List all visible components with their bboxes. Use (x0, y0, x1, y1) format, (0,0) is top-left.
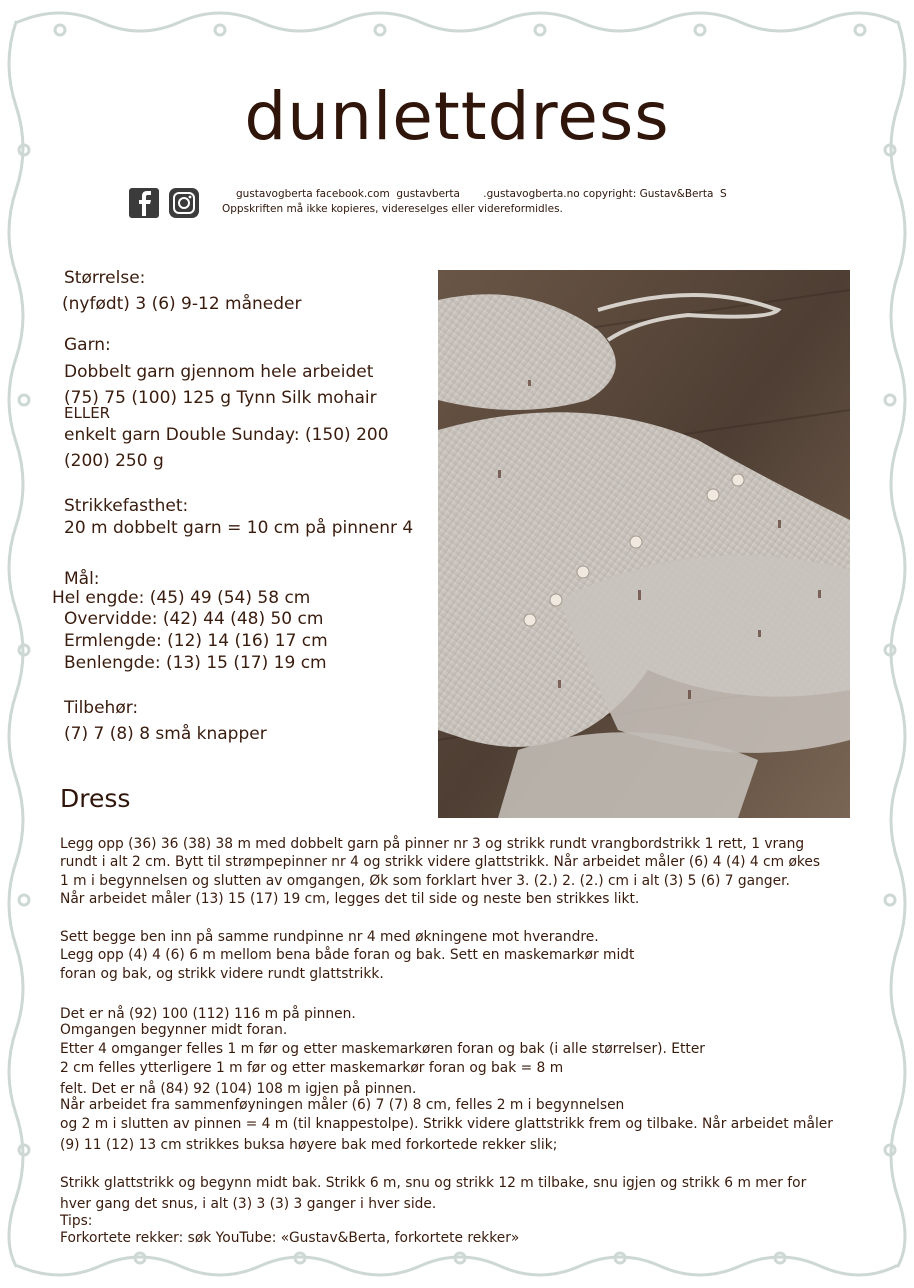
instruction-line: Omgangen begynner midt foran. (60, 1022, 288, 1038)
section-title: Dress (60, 784, 131, 813)
copyright-line: Oppskriften må ikke kopieres, videreselges eller videreformidles. (222, 203, 563, 215)
instagram-icon[interactable] (168, 186, 200, 220)
social-icons (128, 186, 200, 220)
yarn-label: Garn: (64, 335, 111, 355)
instruction-line: Legg opp (36) 36 (38) 38 m med dobbelt garn på pinner nr 3 og strikk rundt vrangbordstrikk 1 rett, 1 vrang (60, 836, 805, 852)
accessories-value: (7) 7 (8) 8 små knapper (64, 724, 267, 744)
yarn-line: (75) 75 (100) 125 g Tynn Silk mohair (64, 388, 377, 408)
yarn-line: Dobbelt garn gjennom hele arbeidet (64, 362, 374, 382)
measurement-line: Overvidde: (42) 44 (48) 50 cm (64, 609, 324, 629)
size-value: (nyfødt) 3 (6) 9-12 måneder (62, 294, 302, 314)
instruction-line: Legg opp (4) 4 (6) 6 m mellom bena både foran og bak. Sett en maskemarkør midt (60, 947, 635, 963)
instruction-line: hver gang det snus, i alt (3) 3 (3) 3 ganger i hver side. (60, 1196, 437, 1212)
instruction-line: felt. Det er nå (84) 92 (104) 108 m igjen på pinnen. (60, 1081, 417, 1097)
instruction-line: 2 cm felles ytterligere 1 m før og etter maskemarkør foran og bak = 8 m (60, 1060, 564, 1076)
yarn-line: (200) 250 g (64, 451, 164, 471)
instruction-line: Når arbeidet fra sammenføyningen måler (6) 7 (7) 8 cm, felles 2 m i begynnelsen (60, 1097, 625, 1113)
accessories-label: Tilbehør: (64, 698, 139, 718)
instruction-line: 1 m i begynnelsen og slutten av omgangen, Øk som forklart hver 3. (2.) 2. (2.) cm i alt (3) 5 (6) 7 ganger. (60, 873, 790, 889)
social-links-line: gustavogberta facebook.com gustavberta .gustavogberta.no copyright: Gustav&Berta S (236, 188, 727, 200)
facebook-icon[interactable] (128, 186, 160, 220)
instruction-line: Det er nå (92) 100 (112) 116 m på pinnen. (60, 1006, 356, 1022)
measurement-line: Ermlengde: (12) 14 (16) 17 cm (64, 631, 328, 651)
instruction-line: og 2 m i slutten av pinnen = 4 m (til knappestolpe). Strikk videre glattstrikk frem og tilbake. Når arbeidet måler (60, 1116, 833, 1132)
instruction-line: Sett begge ben inn på samme rundpinne nr 4 med økningene mot hverandre. (60, 929, 599, 945)
copyright-notice (222, 187, 782, 217)
measurement-line: Hel engde: (45) 49 (54) 58 cm (52, 588, 311, 608)
size-label: Størrelse: (64, 268, 146, 288)
yarn-line: enkelt garn Double Sunday: (150) 200 (64, 425, 389, 445)
instruction-line: foran og bak, og strikk videre rundt glattstrikk. (60, 966, 384, 982)
instruction-line: (9) 11 (12) 13 cm strikkes buksa høyere bak med forkortede rekker slik; (60, 1137, 558, 1153)
measurements-label: Mål: (64, 569, 100, 589)
gauge-value: 20 m dobbelt garn = 10 cm på pinnenr 4 (64, 518, 414, 538)
tips-line: Forkortete rekker: søk YouTube: «Gustav&Berta, forkortete rekker» (60, 1230, 520, 1246)
instruction-line: Strikk glattstrikk og begynn midt bak. Strikk 6 m, snu og strikk 12 m tilbake, snu igjen og strikk 6 m mer for (60, 1175, 807, 1191)
product-photo (438, 270, 850, 818)
page-title: dunlettdress (244, 78, 670, 155)
gauge-label: Strikkefasthet: (64, 496, 189, 516)
instruction-line: Når arbeidet måler (13) 15 (17) 19 cm, legges det til side og neste ben strikkes likt. (60, 891, 640, 907)
instruction-line: rundt i alt 2 cm. Bytt til strømpepinner nr 4 og strikk videre glattstrikk. Når arbeidet måler (6) 4 (4) 4 cm økes (60, 854, 821, 870)
measurement-line: Benlengde: (13) 15 (17) 19 cm (64, 653, 327, 673)
yarn-line: ELLER (64, 404, 111, 422)
instruction-line: Etter 4 omganger felles 1 m før og etter maskemarkøren foran og bak (i alle størrelser). Etter (60, 1041, 705, 1057)
tips-label: Tips: (60, 1213, 93, 1229)
